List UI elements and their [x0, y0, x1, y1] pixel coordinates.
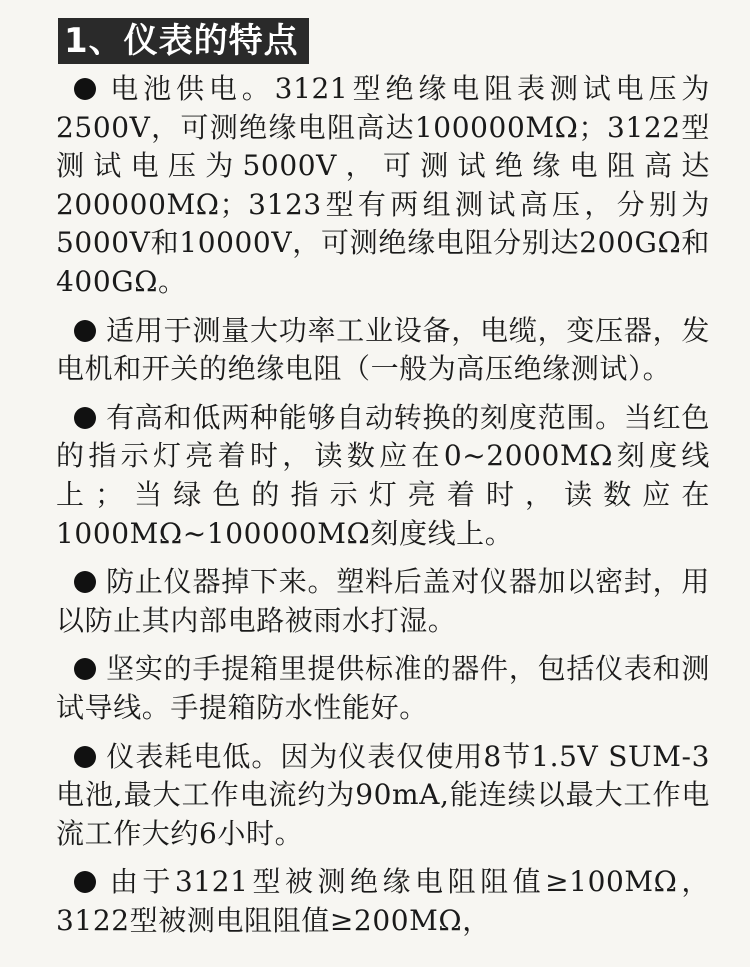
- feature-text: 由于3121型被测绝缘电阻阻值≥100MΩ，3122型被测电阻阻值≥200MΩ，: [56, 865, 710, 937]
- feature-item-low-power: [56, 738, 710, 854]
- feature-text: 有高和低两种能够自动转换的刻度范围。当红色的指示灯亮着时，读数应在0~2000MΩ刻度线上；当绿色的指示灯亮着时，读数应在1000MΩ~100000MΩ刻度线上。: [56, 400, 710, 550]
- bullet-icon: [74, 571, 96, 593]
- bullet-icon: [74, 746, 96, 768]
- feature-item-resistance-value: [56, 863, 710, 940]
- feature-text: 适用于测量大功率工业设备，电缆，变压器，发电机和开关的绝缘电阻（一般为高压绝缘测试）。: [56, 313, 710, 386]
- bullet-icon: [74, 78, 96, 100]
- bullet-icon: [74, 320, 96, 342]
- feature-text: 仪表耗电低。因为仪表仅使用8节1.5V SUM-3电池,最大工作电流约为90mA,能连续以最大工作电流工作大约6小时。: [56, 739, 710, 850]
- feature-text: 坚实的手提箱里提供标准的器件，包括仪表和测试导线。手提箱防水性能好。: [56, 652, 710, 724]
- bullet-icon: [74, 871, 96, 893]
- feature-text: 电池供电。3121型绝缘电阻表测试电压为2500V，可测绝缘电阻高达100000MΩ；3122型测试电压为5000V，可测试绝缘电阻高达200000MΩ；3123型有两组测试高压，分别为5000V和10000V，可测绝缘电阻分别达200GΩ和400GΩ。: [56, 72, 710, 298]
- feature-item-carrying-case: [56, 650, 710, 727]
- bullet-icon: [74, 658, 96, 680]
- feature-item-battery: [56, 70, 710, 302]
- section-heading: 1、仪表的特点: [58, 18, 309, 64]
- feature-item-drop-protection: [56, 563, 710, 640]
- feature-item-application: [56, 312, 710, 389]
- feature-list: [56, 70, 710, 940]
- feature-text: 防止仪器掉下来。塑料后盖对仪器加以密封，用以防止其内部电路被雨水打湿。: [56, 565, 710, 637]
- bullet-icon: [74, 407, 96, 429]
- feature-item-scale-range: [56, 399, 710, 553]
